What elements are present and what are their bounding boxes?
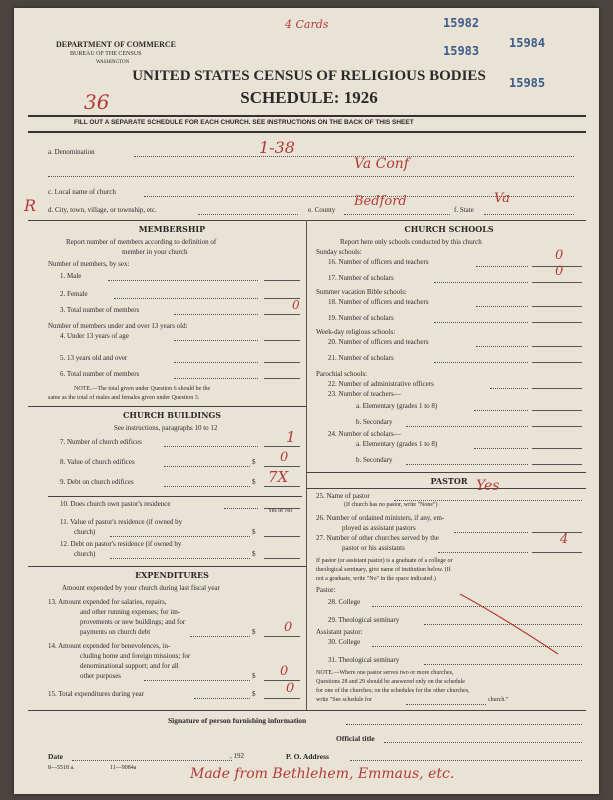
pastor-note: NOTE.—Where one pastor serves two or more churches, [316,670,454,676]
q11-label-2: church) [74,528,96,536]
q23b-label: b. Secondary [356,418,393,426]
q11-label: 11. Value of pastor's residence (if owned by [60,518,183,526]
q7-input[interactable] [264,446,300,447]
handwritten-state: Va [494,191,510,206]
q15-label: 15. Total expenditures during year [48,690,144,698]
q14-label-2: cluding home and foreign missions; for [80,652,191,660]
stamp-number: 15984 [509,36,546,50]
official-title-input[interactable] [384,742,582,743]
q30-label: 30. College [328,638,361,646]
q19-label: 19. Number of scholars [328,314,394,322]
date-label: Date [48,752,63,761]
q9-label: 9. Debt on church edifices [60,478,134,486]
pastor-note-2: Questions 28 and 29 should be answered only on the schedule [316,679,465,685]
q27-label: 27. Number of other churches served by the [316,534,439,542]
q13-label-2: and other running expenses; for im- [80,608,181,616]
dept-city: WASHINGTON [96,60,130,65]
q13-label-3: provements or new buildings; and for [80,618,186,626]
q29-label: 29. Theological seminary [328,616,400,624]
form-code: 11—9084a [110,765,137,771]
q1-male-label: 1. Male [60,272,82,280]
q10-input[interactable] [264,508,300,509]
q2-female-label: 2. Female [60,290,88,298]
membership-intro-2: member in your church [122,248,188,256]
q13-input[interactable] [264,636,300,637]
stamp-number: 15983 [443,44,480,58]
q13-label: 13. Amount expended for salaries, repairs, [48,598,167,606]
handwritten-cards-note: 4 Cards [285,18,329,31]
schools-intro: Report here only schools conducted by this church [340,238,482,246]
q4-under13-input[interactable] [264,340,300,341]
handwritten-denomination-code: 1-38 [259,138,295,157]
q21-input[interactable] [532,362,582,363]
q13-label-4: payments on church debt [80,628,151,636]
handwritten-q3: 0 [292,298,300,312]
assistant-pastor-label: Assistant pastor: [316,628,363,636]
signature-input[interactable] [346,724,582,725]
expenditures-intro: Amount expended by your church during last fiscal year [62,584,220,592]
handwritten-q17: 0 [555,264,564,279]
q25-note: (If church has no pastor, write "None") [344,502,438,508]
handwritten-q16: 0 [555,248,564,263]
q4-under13-label: 4. Under 13 years of age [60,332,129,340]
q14-label: 14. Amount expended for benevolences, in- [48,642,171,650]
membership-heading: MEMBERSHIP [138,224,206,234]
q26-label: 26. Number of ordained ministers, if any, em- [316,514,445,522]
q1-male-input[interactable] [264,280,300,281]
handwritten-margin-r: R [24,196,37,215]
q5-over13-input[interactable] [264,362,300,363]
q23a-label: a. Elementary (grades 1 to 8) [356,402,438,410]
expenditures-heading: EXPENDITURES [135,570,209,580]
q20-input[interactable] [532,346,582,347]
q18-input[interactable] [532,306,582,307]
q23-label: 23. Number of teachers— [328,390,401,398]
handwritten-county: Bedford [354,194,407,209]
sunday-schools-label: Sunday schools: [316,248,362,256]
q31-input[interactable] [424,664,582,665]
q9-input[interactable] [264,486,300,487]
members-by-sex-label: Number of members, by sex: [48,260,130,268]
q20-label: 20. Number of officers and teachers [328,338,429,346]
q24-label: 24. Number of scholars— [328,430,401,438]
form-title: UNITED STATES CENSUS OF RELIGIOUS BODIES [132,68,486,84]
members-by-age-label: Number of members under and over 13 years old: [48,322,188,330]
q12-label-2: church) [74,550,96,558]
handwritten-denomination-name: Va Conf [354,156,409,172]
handwritten-bottom-note: Made from Bethlehem, Emmaus, etc. [190,766,455,782]
year-label: , 192 [230,752,244,760]
q17-label: 17. Number of scholars [328,274,394,282]
city-input-line[interactable] [198,214,298,215]
signature-label: Signature of person furnishing information [168,716,307,725]
date-input[interactable] [72,760,232,761]
q19-input[interactable] [532,322,582,323]
schedule-form: 15982 15983 15984 15985 4 Cards DEPARTMENT OF COMMERCE BUREAU OF THE CENSUS WASHINGTON UNITED STATES CENSUS OF RELIGIOUS BODIES SCHEDULE: 1926 36 FILL OUT A SEPARATE SCHEDULE FOR EACH CHURCH. SEE INSTRUCTIONS ON THE BACK OF THIS SHEET a. Denomination 1-38 Va Conf c. Local name of church R d. City, town, village, or township, etc. e. County Bedford f. State Va MEMBERSHIP Report number of members according to definition of member in your church Number of members, by sex: 1. Male 2. Female 3. Total number of members 0 Number of members under and over 13 years old: 4. Under 13 years of age 5. 13 years old and over 6. Total number of members NOTE.—The total given under Question 6 should be the same as the total of males and females given under Question 3. CHURCH BUILDINGS See instructions, paragraphs 10 to 12 7. Number of church edifices 1 8. Value of church edifices $ 0 9. Debt on church edifices $ 7X 10. Does church own pastor's residence Yes or No 11. Value of pastor's residence (if owned by church) $ 12. Debt on pastor's residence (if owned by church) $ EXPENDITURES Amount expended by your church during last fiscal year 13. Amount expended for salaries, repairs, and other running expenses; for im- provements or new buildings; and for payments on church debt $ 0 14. Amount expended for benevolences, in- cluding home and foreign missions; for denominational support; and for all other purposes $ 0 15. Total expenditures during year $ 0 CHURCH SCHOOLS Report here only schools conducted by this church Sunday schools: 16. Number of officers and teachers 0 17. Number of scholars 0 Summer vacation Bible schools: 18. Number of officers and teachers 19. Number of scholars Week-day religious schools: 20. Number of officers and teachers 21. Number of scholars Parochial schools: 22. Number of administrative officers 23. Number of teachers— a. Elementary (grades 1 to 8) b. Secondary 24. Number of scholars— a. Elementary (grades 1 to 8) b. Secondary PASTOR 25. Name of pastor Yes (If church has no pastor, write "None") 26. Number of ordained ministers, if any, em- ployed as assistant pastors 27. Number of other churches served by the pastor or his assistants 4 If pastor (or assistant pastor) is a graduate of a college or theological seminary, give name of institution below. (If not a graduate, write "No" in the space indicated.) Pastor: 28. College 29. Theological seminary Assistant pastor: 30. College 31. Theological seminary NOTE.—Where one pastor serves two or more churches, Questions 28 and 29 should be answered only on the schedule for one of the churches; on the schedules for the other churches, write "See schedule for church." Signature of person furnishing information Official title Date , 192 P. O. Address 8—5518 a. 11—9084a Made from Bethlehem, Emmaus, etc. [14,8,599,794]
q5-over13-label: 5. 13 years old and over [60,354,128,362]
summer-schools-label: Summer vacation Bible schools: [316,288,407,296]
membership-intro: Report number of members according to definition of [66,238,217,246]
schools-heading: CHURCH SCHOOLS [404,224,494,234]
graduate-instructions: If pastor (or assistant pastor) is a graduate of a college or [316,558,453,564]
handwritten-q13: 0 [284,620,293,635]
dept-name: DEPARTMENT OF COMMERCE [56,40,177,49]
official-title-label: Official title [336,734,375,743]
q22-label: 22. Number of administrative officers [328,380,434,388]
po-address-label: P. O. Address [286,752,329,761]
pastor-note-4: write "See schedule for [316,697,372,703]
q14-label-4: other purposes [80,672,122,680]
q8-input[interactable] [264,466,300,467]
pastor-note-3: for one of the churches; on the schedules for the other churches, [316,688,470,694]
pastor-heading: PASTOR [430,476,468,486]
q25-label: 25. Name of pastor [316,492,370,500]
stamp-number: 15985 [509,76,546,90]
handwritten-q15: 0 [286,681,295,696]
q24b-input[interactable] [532,464,582,465]
po-address-input[interactable] [350,760,582,761]
q24a-input[interactable] [532,448,582,449]
weekday-schools-label: Week-day religious schools: [316,328,396,336]
q22-input[interactable] [532,388,582,389]
membership-note-2: same as the total of males and females given under Question 3. [48,395,200,401]
q27-input[interactable] [532,552,582,553]
membership-note: NOTE.—The total given under Question 6 should be the [74,386,211,392]
q27-label-2: pastor or his assistants [342,544,405,552]
field-denomination-label: a. Denomination [48,148,95,156]
q11-input[interactable] [264,536,300,537]
q14-input[interactable] [264,680,300,681]
q24a-label: a. Elementary (grades 1 to 8) [356,440,438,448]
q7-label: 7. Number of church edifices [60,438,142,446]
field-city-label: d. City, town, village, or township, etc. [48,206,157,214]
q25-input[interactable] [394,500,582,501]
field-state-label: f. State [454,206,474,214]
state-input-line[interactable] [484,214,574,215]
form-subtitle: SCHEDULE: 1926 [240,88,378,107]
handwritten-q27: 4 [560,532,569,547]
q16-label: 16. Number of officers and teachers [328,258,429,266]
q15-input[interactable] [264,698,300,699]
handwritten-q9: 7X [268,468,289,486]
graduate-instructions-2: theological seminary, give name of institution below. (If [316,567,451,573]
buildings-heading: CHURCH BUILDINGS [123,410,221,420]
bureau-name: BUREAU OF THE CENSUS [70,51,142,57]
handwritten-number: 36 [84,90,110,114]
q8-label: 8. Value of church edifices [60,458,135,466]
graduate-instructions-3: not a graduate, write "No" in the space indicated.) [316,576,436,582]
pastor-note-4b: church." [488,697,509,703]
q28-label: 28. College [328,598,361,606]
q14-label-3: denominational support; and for all [80,662,179,670]
form-number: 8—5518 a. [48,765,75,771]
field-local-name-label: c. Local name of church [48,188,116,196]
stamp-number: 15982 [443,16,480,30]
q6-total-input[interactable] [264,378,300,379]
yes-no-hint: Yes or No [268,508,293,514]
q21-label: 21. Number of scholars [328,354,394,362]
buildings-see: See instructions, paragraphs 10 to 12 [114,424,218,432]
q26-label-2: ployed as assistant pastors [342,524,416,532]
handwritten-q8: 0 [280,450,289,465]
field-county-label: e. County [308,206,336,214]
handwritten-q25: Yes [476,478,500,494]
q18-label: 18. Number of officers and teachers [328,298,429,306]
handwritten-q14: 0 [280,664,289,679]
parochial-schools-label: Parochial schools: [316,370,368,378]
q23a-input[interactable] [532,410,582,411]
q24b-label: b. Secondary [356,456,393,464]
pastor-label: Pastor: [316,586,336,594]
handwritten-q7: 1 [286,428,296,446]
q10-label: 10. Does church own pastor's residence [60,500,171,508]
q23b-input[interactable] [532,426,582,427]
q3-total-input[interactable] [264,314,300,315]
q31-label: 31. Theological seminary [328,656,400,664]
q17-input[interactable] [532,282,582,283]
separate-schedule-instruction: FILL OUT A SEPARATE SCHEDULE FOR EACH CHURCH. SEE INSTRUCTIONS ON THE BACK OF THIS SHEET [74,119,414,126]
handwritten-strike-line [454,588,564,658]
q12-input[interactable] [264,558,300,559]
q6-total-label: 6. Total number of members [60,370,140,378]
county-input-line[interactable] [344,214,450,215]
q26-input[interactable] [532,532,582,533]
q3-total-label: 3. Total number of members [60,306,140,314]
q12-label: 12. Debt on pastor's residence (if owned by [60,540,182,548]
